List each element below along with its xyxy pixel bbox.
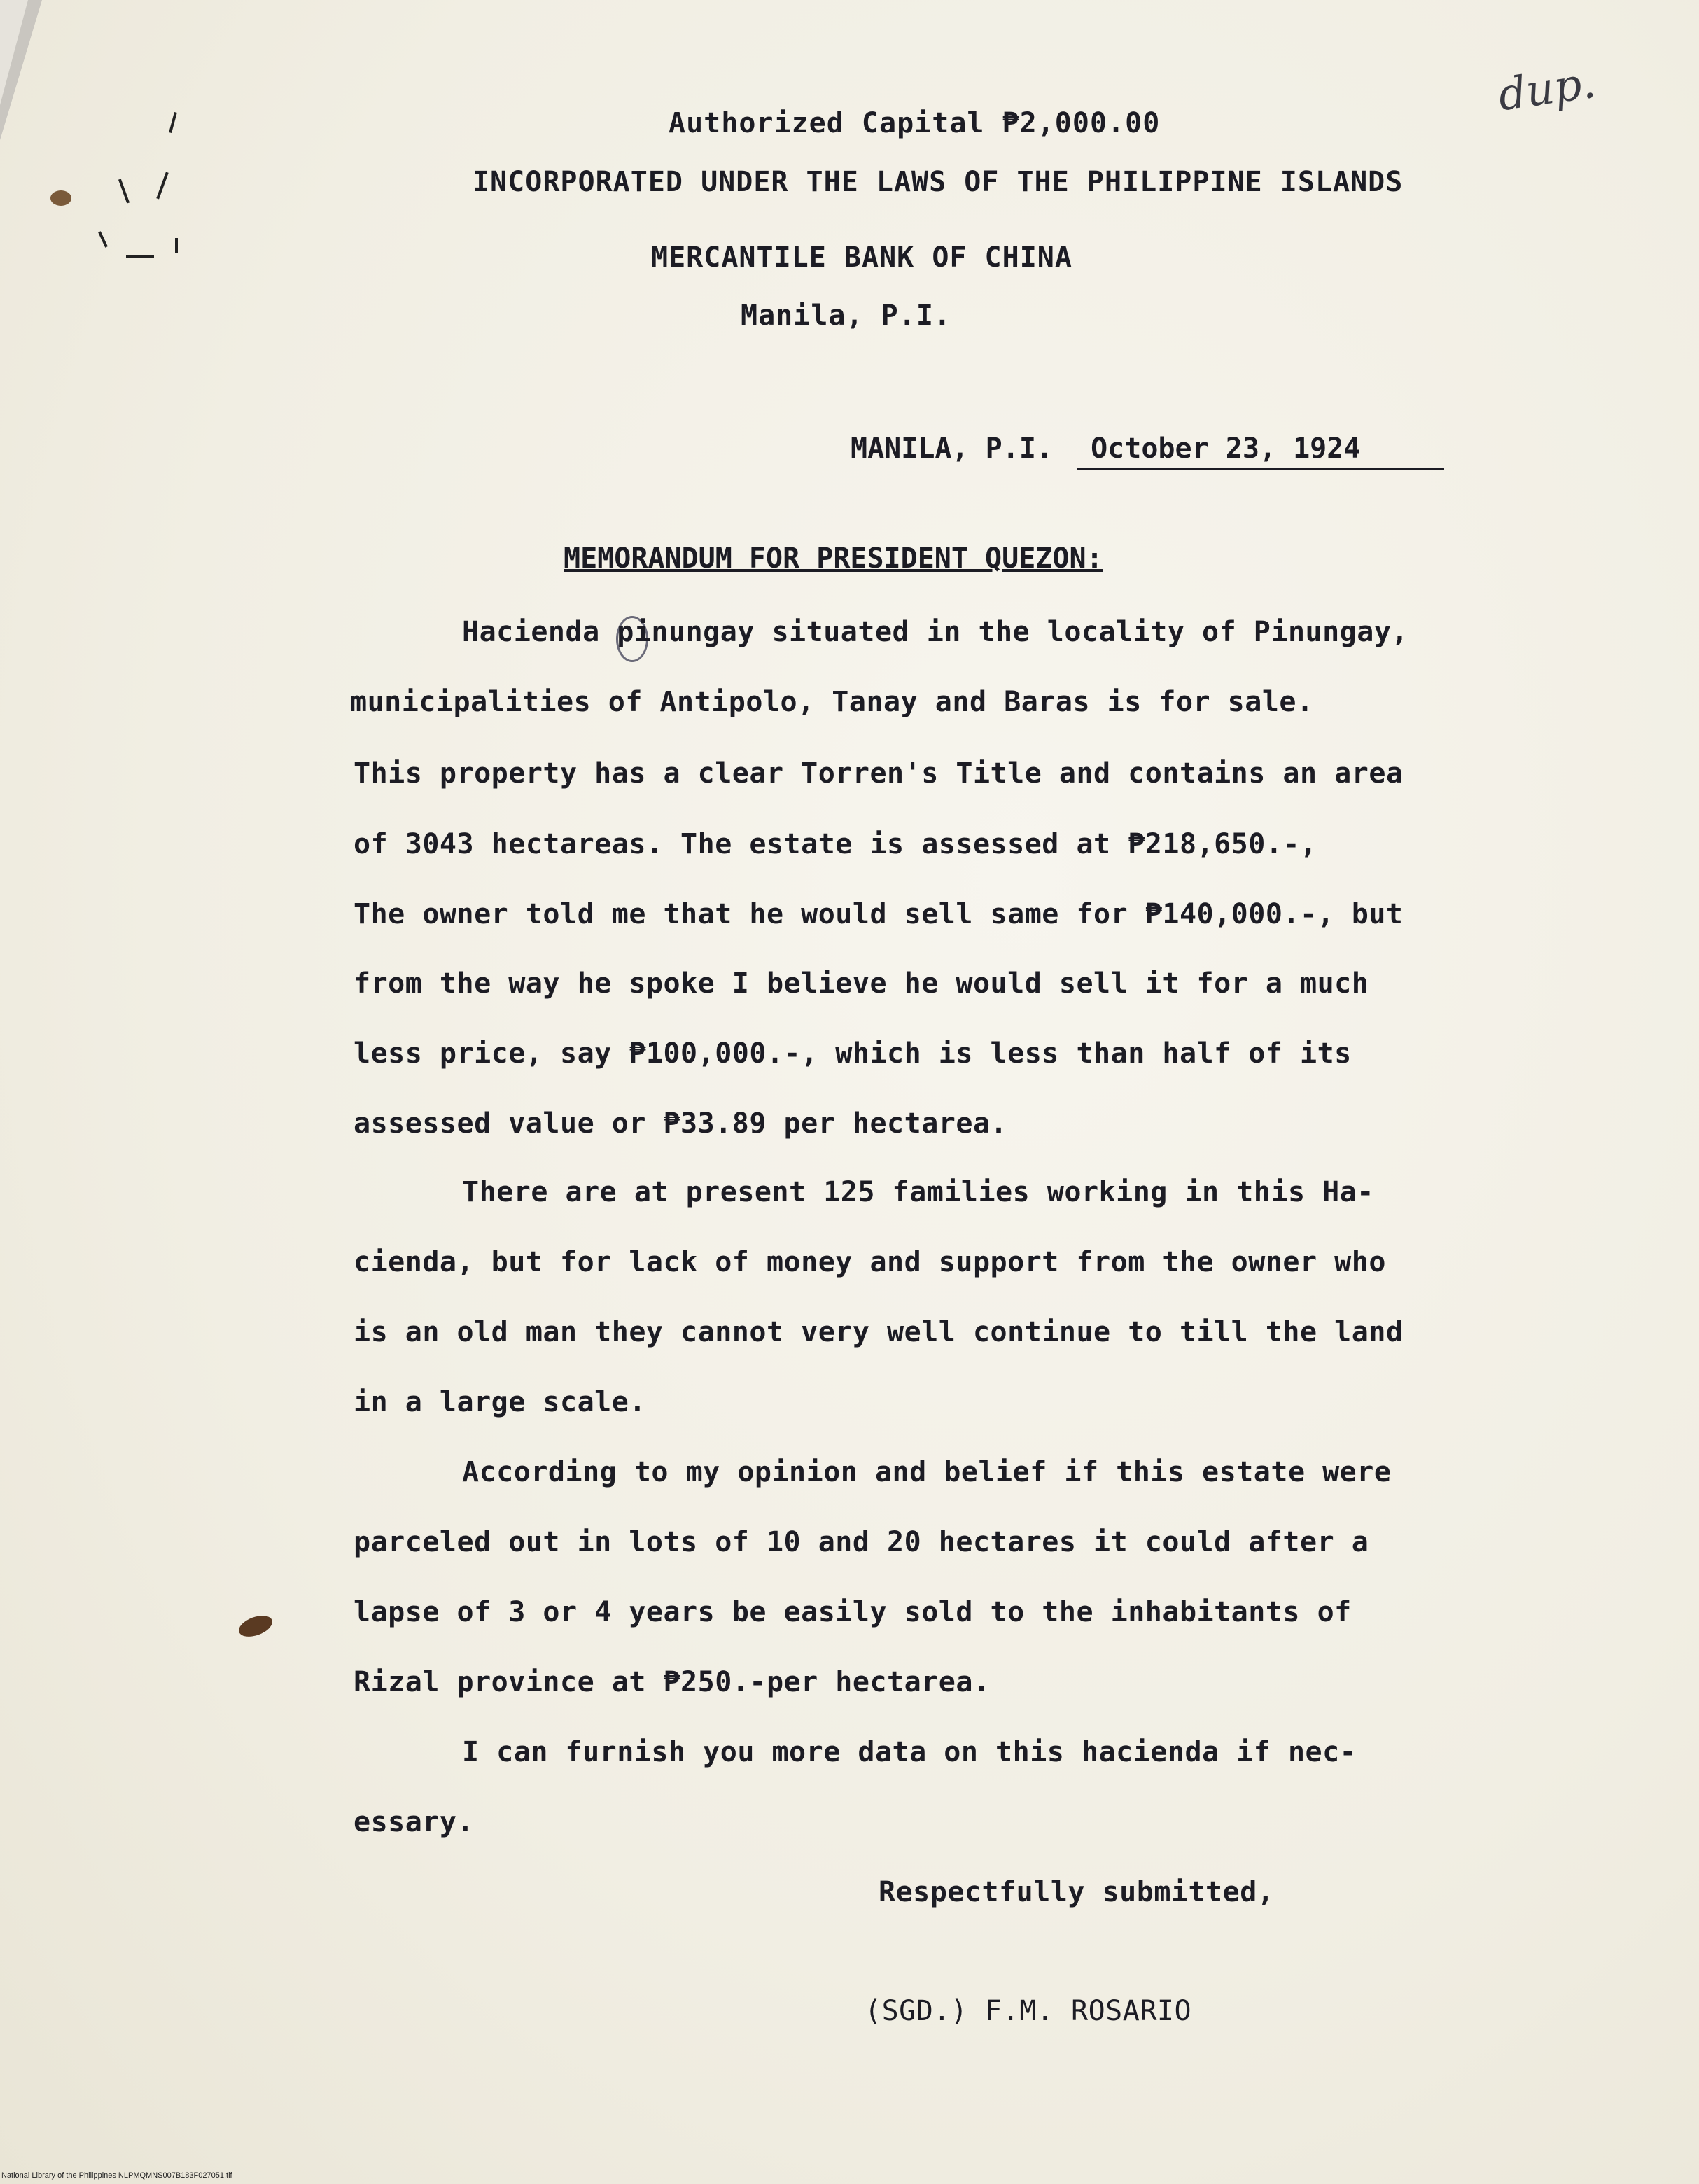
paragraph-line: The owner told me that he would sell same for ₱140,000.-, but: [354, 898, 1404, 930]
paragraph-line: Rizal province at ₱250.-per hectarea.: [354, 1666, 991, 1698]
paragraph-line: is an old man they cannot very well continue to till the land: [354, 1316, 1404, 1348]
paragraph-line: I can furnish you more data on this hacienda if nec-: [462, 1736, 1357, 1768]
authorized-capital-line: Authorized Capital ₱2,000.00: [669, 107, 1161, 139]
torn-spot: [236, 1611, 275, 1641]
margin-mark: [169, 112, 177, 133]
ink-blot: [50, 190, 71, 206]
bank-city: Manila, P.I.: [741, 300, 951, 332]
paragraph-line: cienda, but for lack of money and support from the owner who: [354, 1246, 1386, 1278]
paragraph-line: of 3043 hectareas. The estate is assessed at ₱218,650.-,: [354, 828, 1317, 860]
incorporated-line: INCORPORATED UNDER THE LAWS OF THE PHILIPPINE ISLANDS: [473, 166, 1404, 198]
paragraph-line: less price, say ₱100,000.-, which is less than half of its: [354, 1037, 1352, 1070]
margin-mark: [175, 238, 178, 253]
paragraph-line: essary.: [354, 1806, 475, 1838]
margin-mark: [98, 231, 108, 247]
paragraph-line: from the way he spoke I believe he would sell it for a much: [354, 967, 1369, 1000]
paragraph-line: According to my opinion and belief if this estate were: [462, 1456, 1392, 1488]
memo-title: MEMORANDUM FOR PRESIDENT QUEZON:: [564, 542, 1103, 575]
paragraph-line: parceled out in lots of 10 and 20 hectares it could after a: [354, 1526, 1369, 1558]
margin-mark: [126, 255, 154, 258]
paragraph-line: municipalities of Antipolo, Tanay and Baras is for sale.: [350, 686, 1314, 718]
paragraph-line: Hacienda pinungay situated in the locality of Pinungay,: [462, 616, 1409, 648]
paragraph-line: in a large scale.: [354, 1386, 646, 1418]
date-value: October 23, 1924: [1077, 433, 1444, 470]
handwritten-dup-note: dup.: [1495, 56, 1599, 121]
date-place: MANILA, P.I.: [851, 433, 1053, 465]
paragraph-line: There are at present 125 families working in this Ha-: [462, 1176, 1374, 1208]
paragraph-line: This property has a clear Torren's Title and contains an area: [354, 757, 1404, 790]
margin-mark: [118, 178, 130, 203]
margin-mark: [156, 172, 168, 200]
bank-name: MERCANTILE BANK OF CHINA: [651, 241, 1072, 274]
date-line: [851, 433, 1444, 470]
folded-corner-highlight: [0, 0, 28, 105]
paragraph-line: assessed value or ₱33.89 per hectarea.: [354, 1107, 1008, 1140]
closing-line: Respectfully submitted,: [879, 1876, 1275, 1908]
paragraph-line: lapse of 3 or 4 years be easily sold to the inhabitants of: [354, 1596, 1352, 1628]
signature-line: (SGD.) F.M. ROSARIO: [865, 1995, 1192, 2027]
archive-credit: National Library of the Philippines NLPMQMNS007B183F027051.tif: [1, 2171, 232, 2180]
